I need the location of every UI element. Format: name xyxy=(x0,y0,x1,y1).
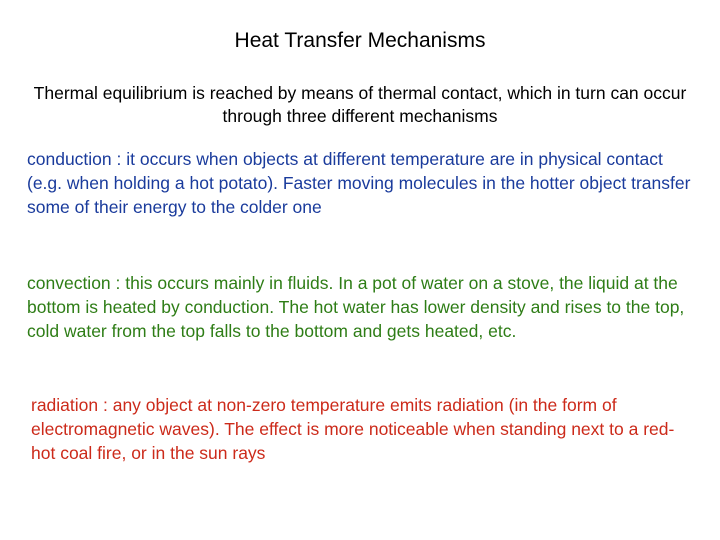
intro-text: Thermal equilibrium is reached by means of thermal contact, which in turn can occur through three different mechanisms xyxy=(33,83,687,126)
convection-paragraph: convection : this occurs mainly in fluids. In a pot of water on a stove, the liquid at the bottom is heated by conduction. The hot water has lower density and rises to the top, cold water from the top falls to the bottom and gets heated, etc. xyxy=(27,273,685,341)
radiation-paragraph: radiation : any object at non-zero temperature emits radiation (in the form of electromagnetic waves). The effect is more noticeable when standing next to a red-hot coal fire, or in the sun rays xyxy=(31,395,675,463)
conduction-paragraph: conduction : it occurs when objects at different temperature are in physical contact (e.g. when holding a hot potato). Faster moving molecules in the hotter object transfer some of their energy to the colder one xyxy=(27,149,691,217)
slide-title: Heat Transfer Mechanisms xyxy=(234,29,486,52)
